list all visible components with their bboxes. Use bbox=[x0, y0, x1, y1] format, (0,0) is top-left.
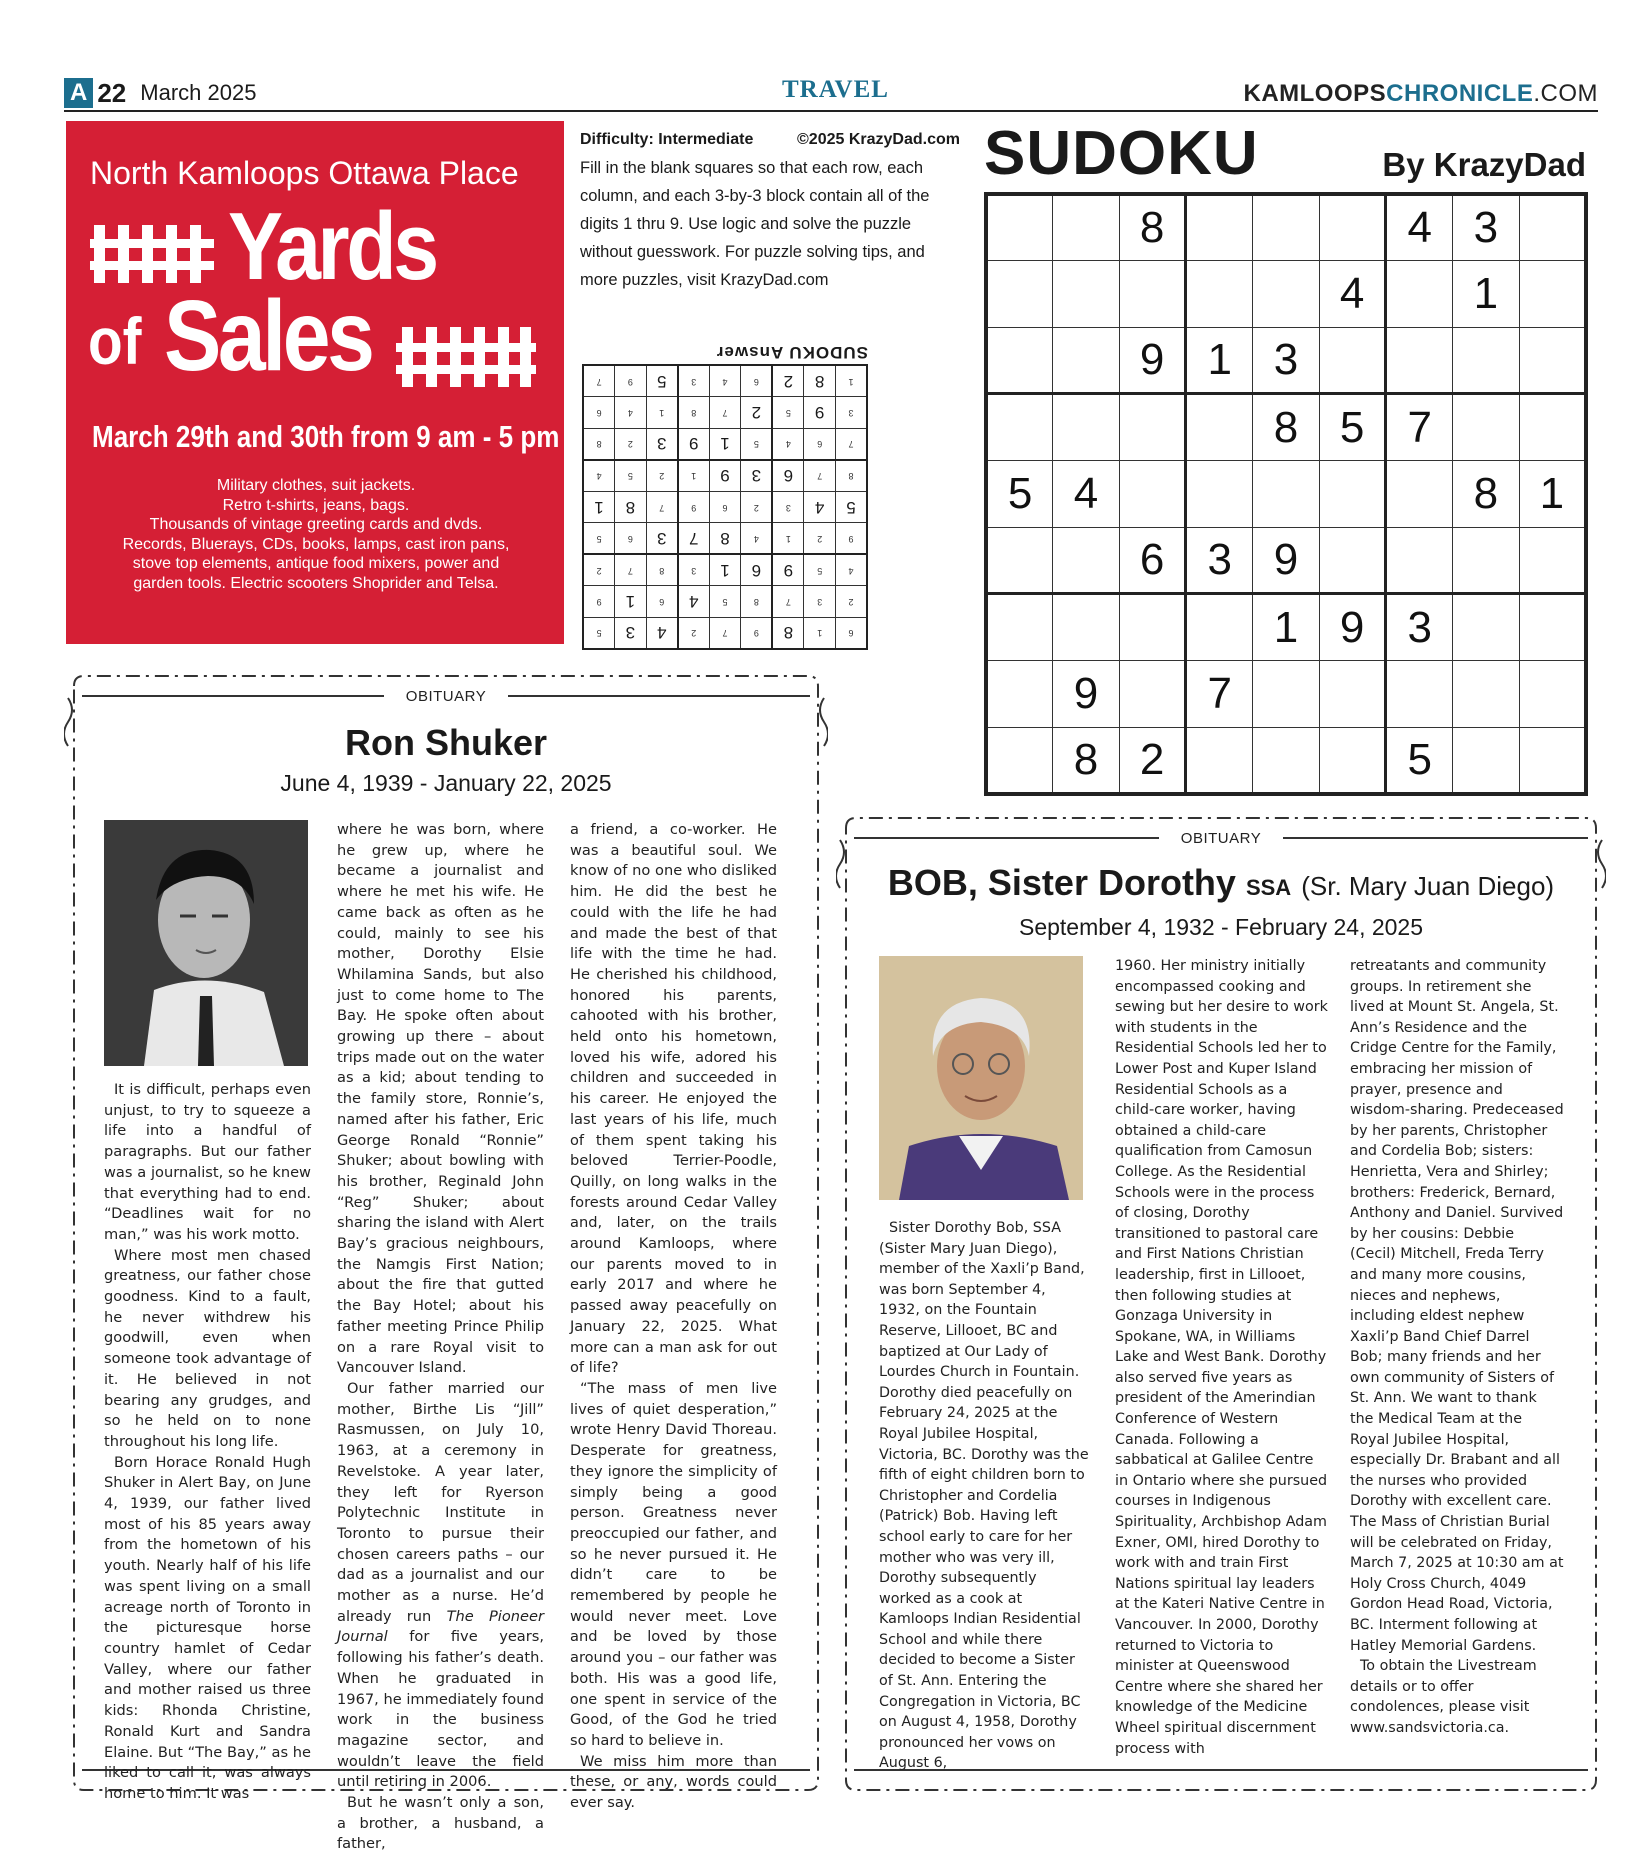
sudoku-cell: 3 bbox=[835, 397, 867, 429]
sudoku-answer bbox=[582, 344, 868, 650]
name-main: BOB, Sister Dorothy bbox=[887, 862, 1236, 903]
sudoku-cell: 9 bbox=[615, 365, 647, 397]
sudoku-title: SUDOKU bbox=[984, 119, 1259, 188]
sudoku-cell: 5 bbox=[804, 554, 836, 586]
sudoku-cell[interactable] bbox=[1386, 327, 1453, 394]
sudoku-cell: 6 bbox=[646, 586, 678, 618]
sudoku-row bbox=[583, 365, 867, 397]
sudoku-cell[interactable] bbox=[1186, 594, 1253, 661]
obituary-name: Ron Shuker bbox=[344, 722, 548, 763]
paragraph: To obtain the Livestream details or to offer condolences, please visit www.sandsvictoria.ca. bbox=[1350, 1658, 1537, 1736]
sudoku-cell[interactable] bbox=[1186, 727, 1253, 794]
site-name-part1: KAMLOOPS bbox=[1243, 80, 1387, 107]
sudoku-row bbox=[986, 327, 1586, 394]
sudoku-cell: 8 bbox=[615, 491, 647, 523]
sudoku-row bbox=[583, 523, 867, 555]
sudoku-cell[interactable] bbox=[1253, 194, 1320, 261]
sudoku-cell[interactable] bbox=[1186, 461, 1253, 528]
obituary-column-1 bbox=[104, 1080, 311, 1805]
sudoku-cell[interactable]: 6 bbox=[1119, 527, 1186, 594]
ad-desc-line: Thousands of vintage greeting cards and dvds. bbox=[149, 516, 483, 533]
sudoku-cell[interactable]: 8 bbox=[1119, 194, 1186, 261]
sudoku-cell[interactable]: 5 bbox=[986, 461, 1053, 528]
paragraph: Sister Dorothy Bob, SSA (Sister Mary Juan Diego), member of the Xaxli’p Band, was born September 4, 1932, on the Fountain Reserve, Lillooet, BC and baptized at Our Lady of Lourdes Church in Fountain. Dorothy died peacefully on February 24, 2025 at the Royal Jubilee Hospital, Victoria, BC. Dorothy was the fifth of eight children born to Christopher and Cordelia (Patrick) Bob. Having left school early to care for her mother who was very ill, Dorothy subsequently worked as a cook at Kamloops Indian Residential School and while there decided to become a Sister of St. Ann. Entering the Congregation in Victoria, BC on August 4, 1958, Dorothy pronounced her vows on August 6, bbox=[879, 1220, 1089, 1772]
sudoku-cell: 3 bbox=[804, 586, 836, 618]
sudoku-cell: 7 bbox=[583, 365, 615, 397]
sudoku-cell[interactable]: 3 bbox=[1386, 594, 1453, 661]
sudoku-cell: 6 bbox=[741, 554, 773, 586]
sudoku-cell: 1 bbox=[709, 554, 741, 586]
sudoku-cell: 1 bbox=[804, 617, 836, 649]
sudoku-cell: 3 bbox=[772, 491, 804, 523]
sudoku-cell[interactable] bbox=[1453, 527, 1520, 594]
ad-description bbox=[96, 476, 536, 593]
obituary-column-2 bbox=[1115, 956, 1329, 1759]
sudoku-cell[interactable] bbox=[1053, 527, 1120, 594]
sudoku-row bbox=[583, 554, 867, 586]
sudoku-cell[interactable] bbox=[1453, 594, 1520, 661]
paragraph: retreatants and community groups. In retirement she lived at Mount St. Angela, St. Ann’s Residence and the Cridge Centre for the Family, embracing her mission of prayer, presence and wisdom-sharing. Predeceased by her parents, Christopher and Cordelia Bob; sisters: Henrietta, Vera and Shirley; brothers: Frederick, Bernard, Anthony and Daniel. Survived by her cousins: Debbie (Cecil) Mitchell, Freda Terry and many more cousins, nieces and nephews, including eldest nephew Xaxli’p Band Chief Darrel Bob; many friends and her own community of Sisters of St. Ann. We want to thank the Medical Team at the Royal Jubilee Hospital, especially Dr. Brabant and all the nurses who provided Dorothy with excellent care. The Mass of Christian Burial will be celebrated on Friday, March 7, 2025 at 10:30 am at Holy Cross Church, 4049 Gordon Head Road, Victoria, BC. Interment following at Hatley Memorial Gardens. bbox=[1350, 958, 1564, 1654]
publication-title: The Pioneer Journal bbox=[337, 1607, 544, 1646]
sudoku-row bbox=[583, 491, 867, 523]
sudoku-cell: 1 bbox=[615, 586, 647, 618]
sudoku-row bbox=[986, 661, 1586, 728]
sudoku-cell: 5 bbox=[615, 460, 647, 492]
sudoku-cell[interactable] bbox=[1053, 194, 1120, 261]
sudoku-cell[interactable] bbox=[1319, 661, 1386, 728]
sudoku-cell[interactable] bbox=[1186, 394, 1253, 461]
sudoku-row bbox=[583, 428, 867, 460]
sudoku-cell[interactable]: 9 bbox=[1119, 327, 1186, 394]
sudoku-cell: 5 bbox=[646, 365, 678, 397]
sudoku-cell: 9 bbox=[678, 428, 710, 460]
paragraph: But he wasn’t only a son, a brother, a husband, a father, bbox=[337, 1794, 544, 1853]
sudoku-cell[interactable]: 1 bbox=[1453, 261, 1520, 328]
paragraph: “The mass of men live lives of quiet desperation,” wrote Henry David Thoreau. Desperate for greatness, they ignore the simplicity of simply being a good person. Greatness never preoccupied our father, and so he never pursued it. He didn’t care to be remembered by people he would never meet. Love and be loved by those around you – our father was both. His was a good life, one spent in service of the Good, of the God he tried so hard to believe in. bbox=[570, 1379, 777, 1749]
obituary-column-1 bbox=[879, 1218, 1091, 1774]
sudoku-cell: 1 bbox=[678, 460, 710, 492]
sudoku-cell: 9 bbox=[804, 397, 836, 429]
sudoku-cell[interactable] bbox=[1186, 261, 1253, 328]
sudoku-cell[interactable] bbox=[1453, 394, 1520, 461]
sudoku-cell[interactable] bbox=[1186, 194, 1253, 261]
sudoku-cell[interactable]: 1 bbox=[1253, 594, 1320, 661]
ad-desc-line: Records, Bluerays, CDs, books, lamps, cast iron pans, bbox=[122, 535, 510, 553]
sudoku-copyright: ©2025 KrazyDad.com bbox=[797, 131, 960, 148]
sudoku-cell: 3 bbox=[741, 460, 773, 492]
page-number: 22 bbox=[97, 77, 127, 108]
sudoku-cell: 4 bbox=[772, 428, 804, 460]
sudoku-cell: 3 bbox=[678, 554, 710, 586]
sudoku-cell[interactable] bbox=[986, 727, 1053, 794]
sudoku-cell[interactable]: 8 bbox=[1053, 727, 1120, 794]
sudoku-row bbox=[986, 261, 1586, 328]
sudoku-cell: 9 bbox=[741, 617, 773, 649]
sudoku-cell[interactable] bbox=[1386, 527, 1453, 594]
sudoku-cell: 8 bbox=[772, 617, 804, 649]
sudoku-cell: 5 bbox=[741, 428, 773, 460]
sudoku-cell[interactable] bbox=[1453, 727, 1520, 794]
paragraph: 1960. Her ministry initially encompassed cooking and sewing but her desire to work with students in the Residential Schools led her to Lower Post and Kuper Island Residential Schools as a child-care worker, having obtained a child-care qualification from Camosun College. As the Residential Schools were in the process of closing, Dorothy transitioned to pastoral care and First Nations Christian leadership, first in Lillooet, then following studies at Gonzaga University in Spokane, WA, in Williams Lake and West Bank. Dorothy also served five years as president of the Amerindian Conference of Western Canada. Following a sabbatical at Galilee Centre in Ontario where she pursued courses in Indigenous Spirituality, Archbishop Adam Exner, OMI, hired Dorothy to work with and train First Nations spiritual lay leaders at the Kateri Native Centre in Vancouver. In 2000, Dorothy returned to Victoria to minister at Queenswood Centre where she shared her knowledge of the Medicine Wheel spiritual discernment process with bbox=[1115, 958, 1328, 1757]
sudoku-cell: 3 bbox=[646, 523, 678, 555]
sudoku-cell: 2 bbox=[678, 617, 710, 649]
sudoku-cell[interactable]: 8 bbox=[1453, 461, 1520, 528]
sudoku-cell[interactable] bbox=[1453, 661, 1520, 728]
sudoku-row bbox=[986, 394, 1586, 461]
sudoku-cell[interactable] bbox=[1319, 461, 1386, 528]
sudoku-cell[interactable] bbox=[986, 394, 1053, 461]
sudoku-cell: 7 bbox=[646, 491, 678, 523]
ad-desc-line: Retro t-shirts, jeans, bags. bbox=[222, 496, 410, 514]
sudoku-cell[interactable]: 5 bbox=[1319, 394, 1386, 461]
sudoku-cell[interactable]: 3 bbox=[1453, 194, 1520, 261]
sudoku-cell[interactable] bbox=[1319, 327, 1386, 394]
sudoku-cell[interactable] bbox=[1119, 394, 1186, 461]
sudoku-answer-label: SUDOKU Answer bbox=[715, 343, 868, 362]
sudoku-cell[interactable] bbox=[1519, 527, 1586, 594]
ad-desc-line: garden tools. Electric scooters Shoprider and Telsa. bbox=[133, 574, 499, 592]
sudoku-cell[interactable]: 7 bbox=[1386, 394, 1453, 461]
sudoku-cell: 1 bbox=[772, 523, 804, 555]
ad-location: North Kamloops Ottawa Place bbox=[90, 155, 519, 191]
sudoku-instructions: Fill in the blank squares so that each row, each column, and each 3-by-3 block contain all of the digits 1 thru 9. Use logic and solve the puzzle without guesswork. For puzzle solving tips, and more puzzles, visit KrazyDad.com bbox=[580, 159, 930, 289]
sudoku-row bbox=[986, 194, 1586, 261]
text-run: for five years, following his father’s death. When he graduated in 1967, he immediately found work in the business magazine sector, and wouldn’t leave the field until retiring in 2006. bbox=[337, 1628, 544, 1791]
sudoku-cell[interactable] bbox=[1053, 261, 1120, 328]
sudoku-cell: 1 bbox=[709, 428, 741, 460]
ad-desc-line: stove top elements, antique food mixers, power and bbox=[132, 555, 500, 572]
sudoku-cell[interactable]: 4 bbox=[1319, 261, 1386, 328]
sudoku-cell: 7 bbox=[678, 523, 710, 555]
sudoku-cell: 9 bbox=[835, 523, 867, 555]
sudoku-cell: 4 bbox=[678, 586, 710, 618]
ad-title-yards: Yards bbox=[228, 193, 436, 300]
sudoku-cell: 4 bbox=[741, 523, 773, 555]
sudoku-cell: 4 bbox=[835, 554, 867, 586]
sudoku-cell: 8 bbox=[709, 523, 741, 555]
sudoku-cell: 6 bbox=[804, 428, 836, 460]
sudoku-cell: 2 bbox=[741, 397, 773, 429]
sudoku-cell[interactable] bbox=[1519, 661, 1586, 728]
sudoku-cell: 6 bbox=[741, 365, 773, 397]
sudoku-cell[interactable] bbox=[1386, 661, 1453, 728]
page-header bbox=[64, 74, 1598, 112]
obituary-label: OBITUARY bbox=[384, 688, 508, 705]
obituary-column-3 bbox=[570, 820, 777, 1814]
sudoku-cell: 1 bbox=[583, 491, 615, 523]
sudoku-cell: 7 bbox=[804, 460, 836, 492]
obituary-dates: June 4, 1939 - January 22, 2025 bbox=[280, 770, 612, 796]
sudoku-cell[interactable] bbox=[1053, 394, 1120, 461]
sudoku-cell[interactable] bbox=[1119, 261, 1186, 328]
obituary-column-3 bbox=[1350, 956, 1564, 1739]
sudoku-cell[interactable] bbox=[1253, 261, 1320, 328]
sudoku-cell: 8 bbox=[804, 365, 836, 397]
sudoku-cell: 7 bbox=[709, 617, 741, 649]
sudoku-cell[interactable]: 4 bbox=[1053, 461, 1120, 528]
page-letter: A bbox=[64, 78, 93, 108]
paragraph: Born Horace Ronald Hugh Shuker in Alert Bay, on June 4, 1939, our father lived most of his 85 years away from the hometown of his youth. Nearly half of his life was spent living on a small acreage north of Toronto in the picturesque horse country hamlet of Cedar Valley, where our father and mother raised us three kids: Rhonda Christine, Ronald Kurt and Sandra Elaine. But “The Bay,” as he liked to call it, was always home to him. It was bbox=[104, 1453, 311, 1802]
sudoku-row bbox=[986, 594, 1586, 661]
sudoku-cell: 1 bbox=[646, 397, 678, 429]
sudoku-cell[interactable]: 9 bbox=[1053, 661, 1120, 728]
paragraph: where he was born, where he grew up, where he became a journalist and where he met his wife. He came back as often as he could, mainly to see his mother, Dorothy Elsie Whilamina Sands, but also just to come home to The Bay. He spoke often about growing up there – about trips made out on the water as a kid; about tending to the family store, Ronnie’s, named after his father, Eric George Ronald “Ronnie” Shuker; about bowling with his brother, Reginald John “Reg” Shuker; about sharing the island with Alert Bay’s gracious neighbours, the Namgis First Nation; about the fire that gutted the Bay Hotel; about his father meeting Prince Philip on a rare Royal visit to Vancouver Island. bbox=[337, 821, 544, 1377]
sudoku-cell: 8 bbox=[835, 460, 867, 492]
sudoku-cell: 2 bbox=[583, 554, 615, 586]
site-name-part3: .COM bbox=[1533, 80, 1598, 107]
sudoku-cell[interactable] bbox=[1053, 327, 1120, 394]
sudoku-cell[interactable]: 5 bbox=[1386, 727, 1453, 794]
sudoku-cell[interactable] bbox=[1319, 194, 1386, 261]
sudoku-row bbox=[583, 586, 867, 618]
ad-dates: March 29th and 30th from 9 am - 5 pm bbox=[92, 419, 560, 454]
sudoku-byline: By KrazyDad bbox=[1382, 146, 1586, 183]
sudoku-cell: 5 bbox=[772, 397, 804, 429]
sudoku-cell[interactable]: 3 bbox=[1186, 527, 1253, 594]
sudoku-answer-grid bbox=[582, 364, 868, 650]
sudoku-cell: 9 bbox=[709, 460, 741, 492]
sudoku-cell[interactable] bbox=[986, 527, 1053, 594]
sudoku-cell: 3 bbox=[615, 617, 647, 649]
sudoku-cell: 2 bbox=[646, 460, 678, 492]
sudoku-cell: 4 bbox=[615, 397, 647, 429]
sudoku-cell: 2 bbox=[741, 491, 773, 523]
sudoku-cell: 2 bbox=[804, 523, 836, 555]
sudoku-cell[interactable]: 3 bbox=[1253, 327, 1320, 394]
sudoku-cell: 7 bbox=[835, 428, 867, 460]
sudoku-cell: 6 bbox=[709, 491, 741, 523]
sudoku-cell[interactable]: 9 bbox=[1319, 594, 1386, 661]
sudoku-cell[interactable] bbox=[1119, 661, 1186, 728]
sudoku-cell[interactable] bbox=[1519, 394, 1586, 461]
sudoku-row bbox=[986, 527, 1586, 594]
sudoku-cell: 8 bbox=[583, 428, 615, 460]
sudoku-row bbox=[583, 460, 867, 492]
sudoku-puzzle-grid[interactable] bbox=[984, 192, 1588, 796]
sudoku-cell[interactable] bbox=[1319, 727, 1386, 794]
sudoku-cell: 2 bbox=[772, 365, 804, 397]
sudoku-cell[interactable] bbox=[986, 194, 1053, 261]
sudoku-cell: 8 bbox=[646, 554, 678, 586]
sudoku-cell: 5 bbox=[709, 586, 741, 618]
paragraph: We miss him more than these, or any, words could ever say. bbox=[570, 1752, 777, 1812]
sudoku-cell: 9 bbox=[583, 586, 615, 618]
ad-title-sales: Sales bbox=[164, 280, 372, 392]
sudoku-cell: 4 bbox=[804, 491, 836, 523]
sudoku-cell: 4 bbox=[583, 460, 615, 492]
sudoku-cell: 5 bbox=[583, 523, 615, 555]
sudoku-cell: 9 bbox=[678, 491, 710, 523]
dorothy-bob-photo bbox=[879, 956, 1083, 1200]
sudoku-cell: 5 bbox=[583, 617, 615, 649]
sudoku-cell: 6 bbox=[583, 397, 615, 429]
ad-title-of: of bbox=[88, 304, 142, 378]
sudoku-cell: 4 bbox=[709, 365, 741, 397]
sudoku-cell[interactable] bbox=[1453, 327, 1520, 394]
sudoku-cell: 3 bbox=[678, 365, 710, 397]
sudoku-cell[interactable]: 9 bbox=[1253, 527, 1320, 594]
sudoku-cell[interactable] bbox=[986, 661, 1053, 728]
issue-date: March 2025 bbox=[140, 80, 257, 105]
sudoku-cell[interactable] bbox=[1119, 594, 1186, 661]
page-badge bbox=[64, 78, 256, 108]
paragraph: Where most men chased greatness, our father chose goodness. Kind to a fault, he never withdrew his goodwill, even when someone took advantage of it. He believed in not bearing any grudges, and so he held on to none throughout his long life. bbox=[104, 1246, 311, 1450]
sudoku-info bbox=[580, 126, 960, 294]
sudoku-cell[interactable] bbox=[986, 594, 1053, 661]
obituary-label: OBITUARY bbox=[1159, 830, 1283, 847]
sudoku-difficulty: Difficulty: Intermediate bbox=[580, 131, 754, 148]
ron-shuker-photo bbox=[104, 820, 308, 1066]
sudoku-cell[interactable] bbox=[986, 261, 1053, 328]
fence-icon-left bbox=[90, 219, 218, 283]
site-name-part2: CHRONICLE bbox=[1386, 80, 1534, 107]
sudoku-cell: 8 bbox=[678, 397, 710, 429]
sudoku-cell: 4 bbox=[646, 617, 678, 649]
sudoku-cell[interactable] bbox=[1386, 261, 1453, 328]
sudoku-cell[interactable]: 8 bbox=[1253, 394, 1320, 461]
sudoku-cell[interactable] bbox=[1386, 461, 1453, 528]
sudoku-cell: 7 bbox=[772, 586, 804, 618]
sudoku-cell[interactable] bbox=[1519, 194, 1586, 261]
obituary-name bbox=[836, 862, 1606, 904]
yard-sale-ad bbox=[66, 121, 564, 644]
sudoku-cell[interactable] bbox=[1519, 327, 1586, 394]
sudoku-cell[interactable] bbox=[1253, 727, 1320, 794]
sudoku-cell[interactable] bbox=[1519, 594, 1586, 661]
sudoku-cell[interactable] bbox=[1319, 527, 1386, 594]
sudoku-cell[interactable] bbox=[1119, 461, 1186, 528]
text-run: Our father married our mother, Birthe Lis “Jill” Rasmussen, on July 10, 1963, at a ceremony in Revelstoke. A year later, they left for Ryerson Polytechnic Institute in Toronto to pursue their chosen careers paths – our dad as a journalist and our mother as a nurse. He’d already run bbox=[337, 1379, 544, 1625]
paragraph: It is difficult, perhaps even unjust, to try to squeeze a life into a handful of paragraphs. But our father was a journalist, so he knew that everything had to end. “Deadlines wait for no man,” was his work motto. bbox=[104, 1081, 311, 1243]
sudoku-cell[interactable] bbox=[1253, 461, 1320, 528]
sudoku-cell[interactable]: 7 bbox=[1186, 661, 1253, 728]
sudoku-cell: 8 bbox=[741, 586, 773, 618]
obituary-dates: September 4, 1932 - February 24, 2025 bbox=[1018, 914, 1424, 940]
obituary-ron-shuker bbox=[64, 668, 828, 1853]
sudoku-cell: 2 bbox=[615, 428, 647, 460]
sudoku-cell[interactable] bbox=[1519, 261, 1586, 328]
paragraph: a friend, a co-worker. He was a beautiful soul. We know of no one who disliked him. He did the best he could with the life he had and made the best of that life with the time he had. He cherished his childhood, honored his parents, cahooted with his brother, held onto his hometown, loved his wife, adored his children and succeeded in his career. He enjoyed the last years of his life, much of them spent taking his beloved Terrier-Poodle, Quilly, on long walks in the forests around Cedar Valley and, later, on the trails around Kamloops, where our parents moved to in early 2017 and where he passed away peacefully on January 22, 2025. What more can a man ask for out of life? bbox=[570, 821, 777, 1377]
sudoku-row bbox=[986, 461, 1586, 528]
sudoku-cell: 9 bbox=[772, 554, 804, 586]
sudoku-cell: 7 bbox=[615, 554, 647, 586]
sudoku-cell: 6 bbox=[835, 617, 867, 649]
sudoku-row bbox=[583, 617, 867, 649]
sudoku-cell[interactable] bbox=[1253, 661, 1320, 728]
sudoku-cell[interactable] bbox=[986, 327, 1053, 394]
sudoku-cell[interactable]: 1 bbox=[1186, 327, 1253, 394]
obituary-column-2 bbox=[337, 820, 544, 1855]
sudoku-cell[interactable]: 2 bbox=[1119, 727, 1186, 794]
sudoku-cell: 1 bbox=[835, 365, 867, 397]
sudoku-row bbox=[986, 727, 1586, 794]
sudoku-cell[interactable]: 1 bbox=[1519, 461, 1586, 528]
sudoku-cell: 6 bbox=[615, 523, 647, 555]
sudoku-cell: 2 bbox=[835, 586, 867, 618]
sudoku-cell: 7 bbox=[709, 397, 741, 429]
sudoku-cell[interactable] bbox=[1053, 594, 1120, 661]
site-name[interactable] bbox=[1243, 80, 1598, 108]
sudoku-cell[interactable] bbox=[1519, 727, 1586, 794]
name-religious: (Sr. Mary Juan Diego) bbox=[1301, 871, 1555, 901]
sudoku-cell: 5 bbox=[835, 491, 867, 523]
ad-desc-line: Military clothes, suit jackets. bbox=[216, 477, 416, 494]
sudoku-cell: 6 bbox=[772, 460, 804, 492]
obituary-dorothy-bob bbox=[836, 810, 1606, 1798]
sudoku-row bbox=[583, 397, 867, 429]
name-ssa: SSA bbox=[1245, 875, 1292, 900]
section-name: TRAVEL bbox=[782, 76, 889, 103]
sudoku-cell: 3 bbox=[646, 428, 678, 460]
sudoku-cell[interactable]: 4 bbox=[1386, 194, 1453, 261]
paragraph bbox=[337, 1379, 544, 1793]
fence-icon-right bbox=[396, 321, 536, 387]
